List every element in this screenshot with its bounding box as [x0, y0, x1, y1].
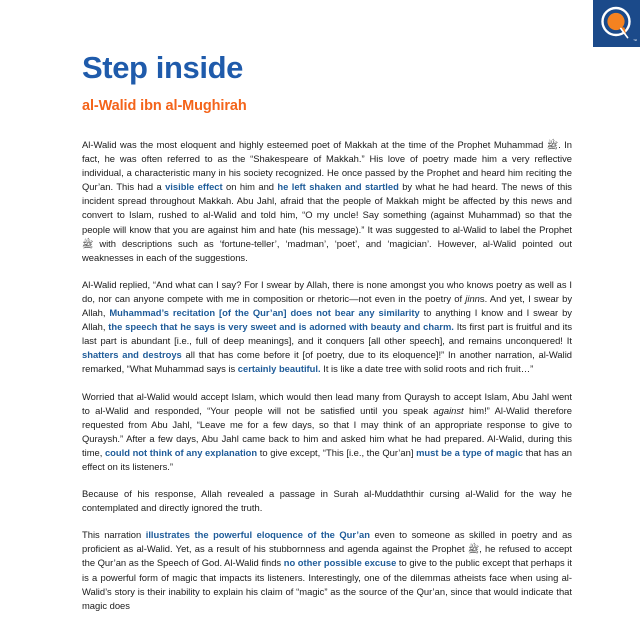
body-text-run: on him and: [222, 181, 278, 193]
page-subtitle: al-Walid ibn al-Mughirah: [82, 98, 247, 114]
highlighted-phrase: certainly beautiful.: [237, 363, 321, 375]
body-text-run: all that has come before it [of poetry, due to its eloquence]!” In another narration, al-Walid remarked, “What Muhammad says is: [82, 349, 572, 375]
highlighted-phrase: no other possible excuse: [283, 557, 397, 569]
svg-text:™: ™: [633, 38, 637, 43]
highlighted-phrase: must be a type of magic: [416, 446, 523, 458]
italic-term: jinn: [465, 292, 480, 304]
para-5: [82, 528, 572, 613]
salawat-icon: ﷺ: [546, 139, 559, 151]
body-text-run: Worried that al-Walid would accept Islam, which would then lead many from Quraysh to accept Islam, Abu Jahl went to al-Walid and responded, “Your people will not be satisfied until you speak: [82, 390, 572, 416]
body-text-run: to anything I know and I swear by Allah,: [82, 307, 572, 333]
body-text-run: with descriptions such as ‘fortune-teller’, ‘madman’, ‘poet’, and ‘magician’. However, al-Walid pointed out weaknesses in each of the suggestions.: [82, 237, 572, 263]
page-title: Step inside: [82, 50, 243, 85]
quran-q-logo-icon: [593, 0, 640, 47]
salawat-icon: ﷺ: [82, 238, 94, 250]
highlighted-phrase: visible effect: [165, 181, 223, 193]
para-1: [82, 138, 572, 265]
italic-term: against: [433, 404, 464, 416]
body-text-run: s. And yet, I swear by Allah,: [82, 292, 573, 319]
body-text-run: by what he had heard. The news of this incident spread throughout Makkah. Abu Jahl, afraid that the people of Makkah might be affected by this news and convert to Islam, rushed to al-Walid and told him, “O my uncle! Say something (against Muhammad) so that the people will know that you are against him and hate (his message).” It was suggested to al-Walid to label the Prophet: [82, 181, 572, 235]
highlighted-phrase: the speech that he says is very sweet and is adorned with beauty and charm.: [108, 321, 454, 333]
body-text-run: even to someone as skilled in poetry and as proficient as al-Walid. Yet, as a result of his stubbornness and agenda against the Prophet: [82, 529, 572, 555]
highlighted-phrase: could not think of any explanation: [104, 446, 258, 458]
body-text-run: It is like a date tree with solid roots and rich fruit…”: [320, 363, 534, 375]
quran-q-logo[interactable]: [593, 0, 640, 47]
highlighted-phrase: he left shaken and startled: [277, 181, 399, 193]
para-3: [82, 390, 572, 475]
highlighted-phrase: shatters and destroys: [82, 349, 182, 361]
article-body: [82, 138, 572, 613]
body-text-run: Al-Walid replied, “And what can I say? For I swear by Allah, there is none amongst you who knows poetry as well as I do, nor can anyone compete with me in composition or rhetoric—not even in the poetry of: [82, 278, 572, 304]
para-4: [82, 487, 572, 515]
body-text-run: Al-Walid was the most eloquent and highly esteemed poet of Makkah at the time of the Prophet Muhammad: [82, 139, 547, 150]
body-text-run: . In fact, he was often referred to as the “Shakespeare of Makkah.” His love of poetry made him a very reflective individual, a characteristic many in his society recognized. He once passed by the Prophet and heard him reciting the Qur’an. This had a: [82, 139, 573, 193]
body-text-run: , he refused to accept the Qur’an as the Speech of God. Al-Walid finds: [82, 543, 572, 569]
salawat-icon: ﷺ: [467, 543, 480, 555]
highlighted-phrase: Muhammad’s recitation [of the Qur’an] does not bear any similarity: [109, 307, 420, 319]
body-text-run: him!” Al-Walid therefore requested from Abu Jahl, “Leave me for a few days, so that I may think of an appropriate response to give to Quraysh.” After a few days, Abu Jahl came back to him and asked him what he had prepared. Al-Walid, during this time,: [82, 404, 572, 458]
body-text-run: to give except, “This [i.e., the Qur’an]: [257, 446, 417, 458]
body-text-run: Because of his response, Allah revealed a passage in Surah al-Muddaththir cursing al-Walid for the way he contemplated and directly ignored the truth.: [82, 488, 572, 514]
body-text-run: to give to the public except that perhaps it is a powerful form of magic that impacts its listeners. Interestingly, one of the dilemmas atheists face when using al-Walid’s story is their inability to explain his claim of “magic” as the source of the Qur’an, since that would indicate that magic does: [82, 557, 572, 611]
para-2: [82, 278, 572, 377]
body-text-run: that has an effect on its listeners.”: [82, 446, 573, 472]
body-text-run: This narration: [82, 529, 146, 541]
highlighted-phrase: illustrates the powerful eloquence of the Qur’an: [145, 529, 370, 541]
body-text-run: Its first part is fruitful and its last part is abundant [i.e., full of deep meanings], and it conquers [all other speech], and remains unconquered! It: [82, 321, 573, 347]
